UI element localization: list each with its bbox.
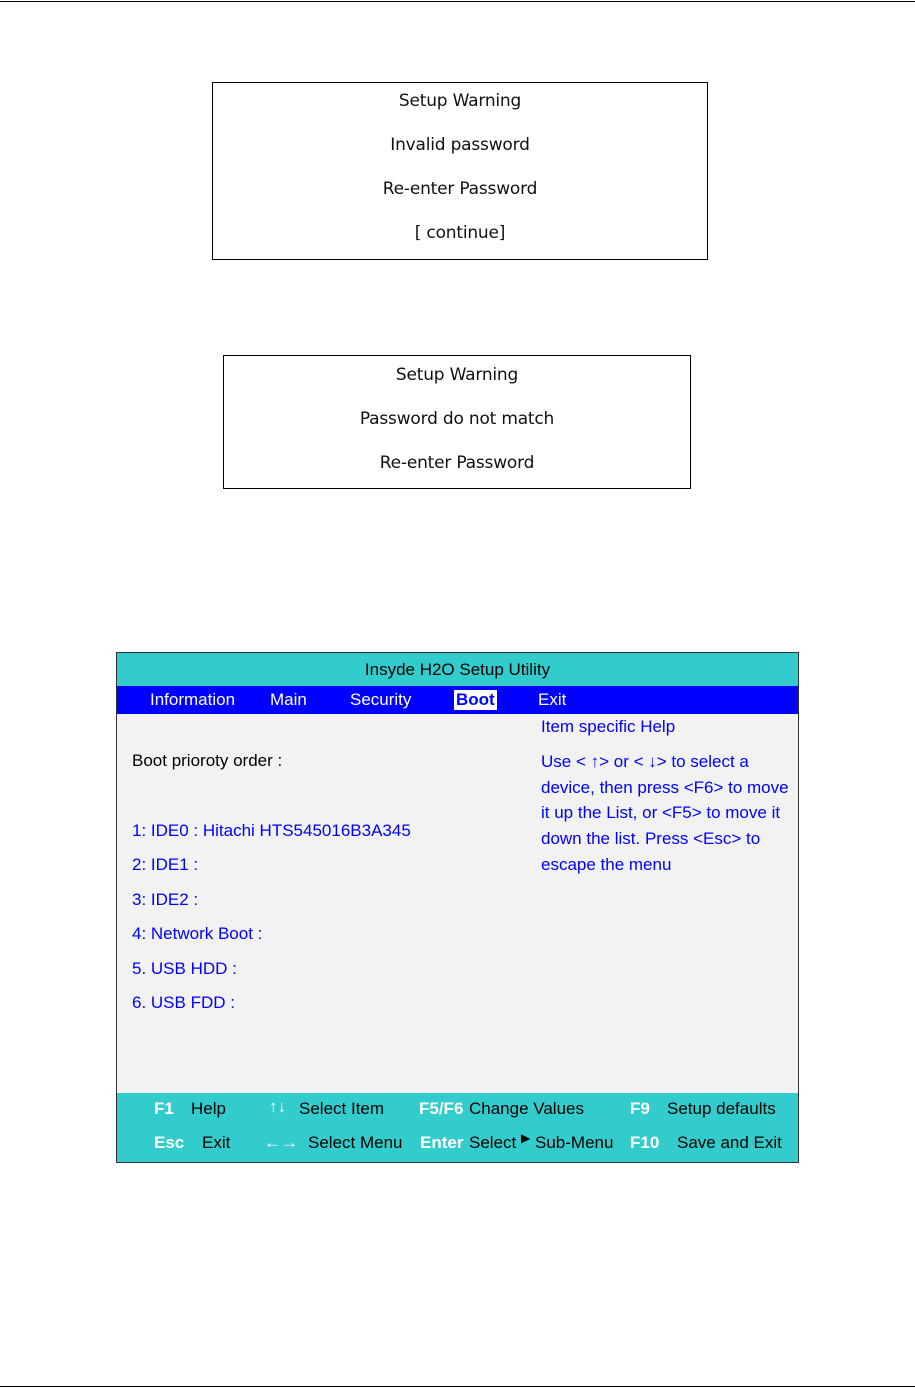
boot-item-usb-fdd[interactable]: 6. USB FDD : (132, 993, 235, 1012)
menu-security[interactable]: Security (350, 690, 412, 709)
left-right-arrows-icon: ←→ (264, 1133, 298, 1152)
menu-information[interactable]: Information (150, 690, 236, 709)
top-rule (0, 1, 915, 2)
help-line-4: down the list. Press <Esc> to (541, 829, 761, 848)
bios-title-bar: Insyde H2O Setup Utility (117, 653, 798, 686)
menu-main[interactable]: Main (270, 690, 307, 709)
continue-button[interactable]: [ continue] (414, 223, 506, 243)
help-line-1: Use < ↑> or < ↓> to select a (541, 752, 749, 771)
menu-boot[interactable]: Boot (456, 690, 495, 709)
enter-key: Enter (420, 1133, 464, 1152)
menu-exit[interactable]: Exit (538, 690, 567, 709)
up-down-arrows-icon: ↑↓ (269, 1097, 286, 1116)
boot-priority-label: Boot prioroty order : (132, 751, 283, 770)
bios-setup-screen (116, 652, 799, 1163)
select-item-desc: Select Item (299, 1099, 385, 1118)
dialog-message: Invalid password (390, 135, 530, 155)
boot-item-ide0[interactable]: 1: IDE0 : Hitachi HTS545016B3A345 (132, 821, 411, 840)
esc-key: Esc (154, 1133, 185, 1152)
enter-desc: Select (469, 1133, 517, 1152)
f1-key: F1 (154, 1099, 174, 1118)
f9-key: F9 (630, 1099, 650, 1118)
help-line-5: escape the menu (541, 855, 672, 874)
f5-f6-key: F5/F6 (419, 1099, 464, 1118)
help-line-3: it up the List, or <F5> to move it (541, 803, 781, 822)
save-exit-desc: Save and Exit (677, 1133, 782, 1152)
dialog-message: Password do not match (359, 409, 555, 429)
boot-item-network[interactable]: 4: Network Boot : (132, 924, 263, 943)
setup-defaults-desc: Setup defaults (667, 1099, 776, 1118)
boot-item-ide1[interactable]: 2: IDE1 : (132, 855, 199, 874)
boot-item-ide2[interactable]: 3: IDE2 : (132, 890, 199, 909)
setup-warning-invalid-password-dialog (212, 82, 708, 260)
change-values-desc: Change Values (469, 1099, 584, 1118)
bios-key-legend (117, 1093, 798, 1163)
submenu-triangle-icon: ▶ (521, 1131, 531, 1145)
bios-menu-bar (117, 686, 798, 714)
dialog-instruction: Re-enter Password (379, 453, 535, 473)
dialog-title: Setup Warning (398, 91, 522, 111)
esc-desc: Exit (202, 1133, 231, 1152)
dialog-title: Setup Warning (395, 365, 519, 385)
help-title: Item specific Help (541, 717, 676, 736)
f10-key: F10 (630, 1133, 660, 1152)
setup-warning-password-mismatch-dialog (223, 355, 691, 489)
bottom-rule (0, 1386, 915, 1387)
boot-item-usb-hdd[interactable]: 5. USB HDD : (132, 959, 237, 978)
dialog-instruction: Re-enter Password (382, 179, 538, 199)
submenu-desc: Sub-Menu (535, 1133, 614, 1152)
f1-desc: Help (191, 1099, 226, 1118)
help-line-2: device, then press <F6> to move (541, 778, 789, 797)
select-menu-desc: Select Menu (308, 1133, 403, 1152)
